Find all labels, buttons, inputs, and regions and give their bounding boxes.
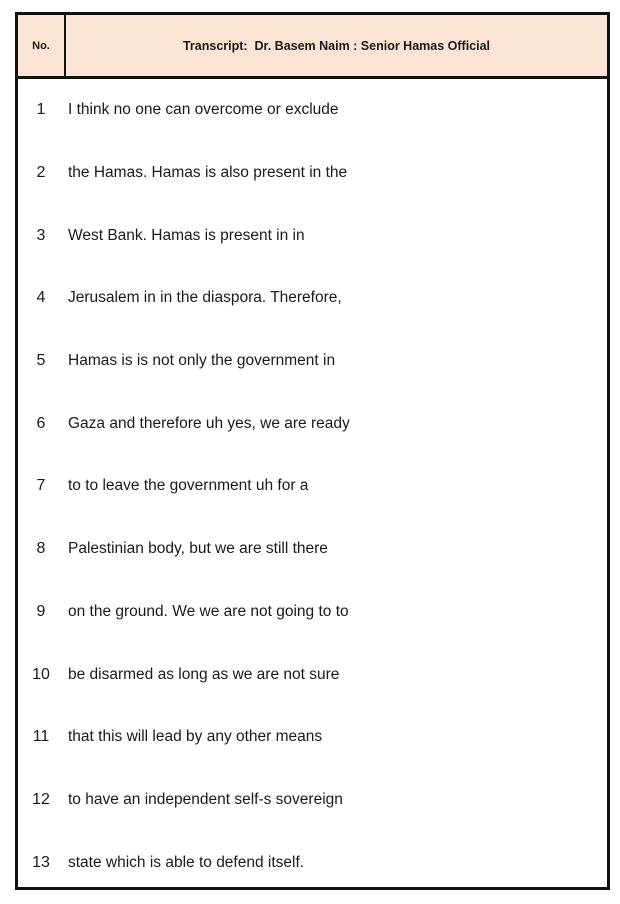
line-number-column-header: No. — [18, 15, 66, 76]
line-number: 12 — [32, 790, 50, 808]
line-number: 2 — [36, 164, 46, 182]
line-number: 8 — [36, 540, 46, 558]
line-text: that this will lead by any other means — [68, 728, 323, 746]
transcript-line — [18, 392, 607, 455]
line-text: to to leave the government uh for a — [68, 477, 309, 495]
transcript-line — [18, 204, 607, 267]
transcript-line — [18, 706, 607, 769]
line-text: state which is able to defend itself. — [68, 853, 305, 871]
transcript-table — [15, 12, 610, 890]
line-text: I think no one can overcome or exclude — [68, 101, 339, 119]
line-number: 11 — [32, 728, 50, 746]
line-number: 5 — [36, 352, 46, 370]
transcript-line — [18, 142, 607, 205]
line-number: 4 — [36, 289, 46, 307]
transcript-line — [18, 455, 607, 518]
transcript-line — [18, 330, 607, 393]
transcript-line — [18, 831, 607, 894]
line-text: West Bank. Hamas is present in in — [68, 226, 305, 244]
transcript-title: Transcript: Dr. Basem Naim : Senior Hamas Official — [182, 38, 491, 53]
transcript-line — [18, 643, 607, 706]
line-text: Jerusalem in in the diaspora. Therefore, — [68, 289, 342, 307]
line-number: 9 — [36, 602, 46, 620]
line-text: the Hamas. Hamas is also present in the — [68, 164, 348, 182]
transcript-line — [18, 769, 607, 832]
line-number: 13 — [32, 853, 50, 871]
transcript-lines — [18, 79, 607, 887]
line-text: Hamas is is not only the government in — [68, 352, 336, 370]
transcript-line — [18, 518, 607, 581]
line-text: Gaza and therefore uh yes, we are ready — [68, 414, 350, 432]
transcript-line — [18, 79, 607, 142]
transcript-line — [18, 267, 607, 330]
line-text: be disarmed as long as we are not sure — [68, 665, 340, 683]
line-number: 7 — [36, 477, 46, 495]
line-number: 10 — [32, 665, 50, 683]
line-text: to have an independent self-s sovereign — [68, 790, 343, 808]
transcript-line — [18, 581, 607, 644]
line-number: 1 — [36, 101, 46, 119]
line-text: on the ground. We we are not going to to — [68, 602, 349, 620]
table-header-row — [18, 15, 607, 79]
line-number: 3 — [36, 226, 46, 244]
line-number: 6 — [36, 414, 46, 432]
line-text: Palestinian body, but we are still there — [68, 540, 328, 558]
